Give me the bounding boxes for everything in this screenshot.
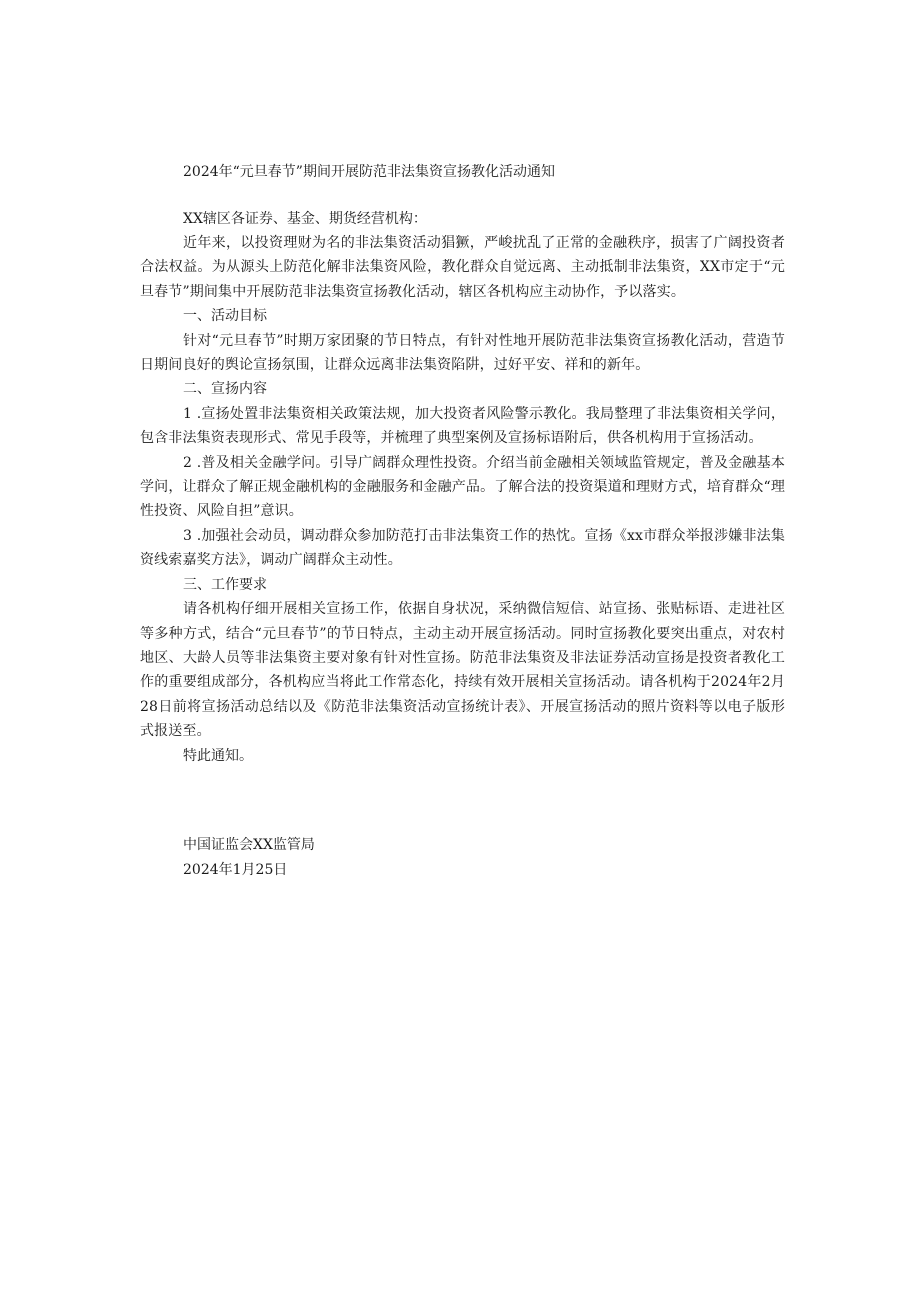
content-item-1: 1 .宣扬处置非法集资相关政策法规，加大投资者风险警示教化。我局整理了非法集资相关学问，包含非法集资表现形式、常见手段等，并梳理了典型案例及宣扬标语附后，供各机构用于宣扬活动。 xyxy=(140,405,785,447)
signature-organization: 中国证监会XX监管局 xyxy=(183,837,315,853)
document-title: 2024年“元旦春节”期间开展防范非法集资宣扬教化活动通知 xyxy=(183,164,555,180)
goals-paragraph: 针对“元旦春节”时期万家团聚的节日特点，有针对性地开展防范非法集资宣扬教化活动，营造节日期间良好的舆论宣扬氛围，让群众远离非法集资陷阱，过好平安、祥和的新年。 xyxy=(140,332,785,374)
content-item-2: 2 .普及相关金融学问。引导广阔群众理性投资。介绍当前金融相关领域监管规定，普及金融基本学问，让群众了解正规金融机构的金融服务和金融产品。了解合法的投资渠道和理财方式，培育群众“理性投资、风险自担”意识。 xyxy=(140,454,785,520)
section-heading-requirements: 三、工作要求 xyxy=(183,576,267,593)
section-heading-goals: 一、活动目标 xyxy=(183,308,267,325)
section-heading-content: 二、宣扬内容 xyxy=(183,381,267,398)
closing-line: 特此通知。 xyxy=(183,747,253,764)
document-body xyxy=(140,231,785,768)
signature-date: 2024年1月25日 xyxy=(183,862,288,878)
content-item-3: 3 .加强社会动员，调动群众参加防范打击非法集资工作的热忱。宣扬《xx市群众举报涉嫌非法集资线索嘉奖方法》，调动广阔群众主动性。 xyxy=(140,527,785,569)
salutation: XX辖区各证券、基金、期货经营机构： xyxy=(183,211,427,227)
requirements-paragraph: 请各机构仔细开展相关宣扬工作，依据自身状况，采纳微信短信、站宣扬、张贴标语、走进社区等多种方式，结合“元旦春节”的节日特点，主动主动开展宣扬活动。同时宣扬教化要突出重点，对农村地区、大龄人员等非法集资主要对象有针对性宣扬。防范非法集资及非法证券活动宣扬是投资者教化工作的重要组成部分，各机构应当将此工作常态化，持续有效开展相关宣扬活动。请各机构于2024年2月28日前将宣扬活动总结以及《防范非法集资活动宣扬统计表》、开展宣扬活动的照片资料等以电子版形式报送至。 xyxy=(140,601,785,740)
intro-paragraph: 近年来，以投资理财为名的非法集资活动猖獗，严峻扰乱了正常的金融秩序，损害了广阔投资者合法权益。为从源头上防范化解非法集资风险，教化群众自觉远离、主动抵制非法集资，XX市定于“元旦春节”期间集中开展防范非法集资宣扬教化活动，辖区各机构应主动协作，予以落实。 xyxy=(140,235,785,300)
